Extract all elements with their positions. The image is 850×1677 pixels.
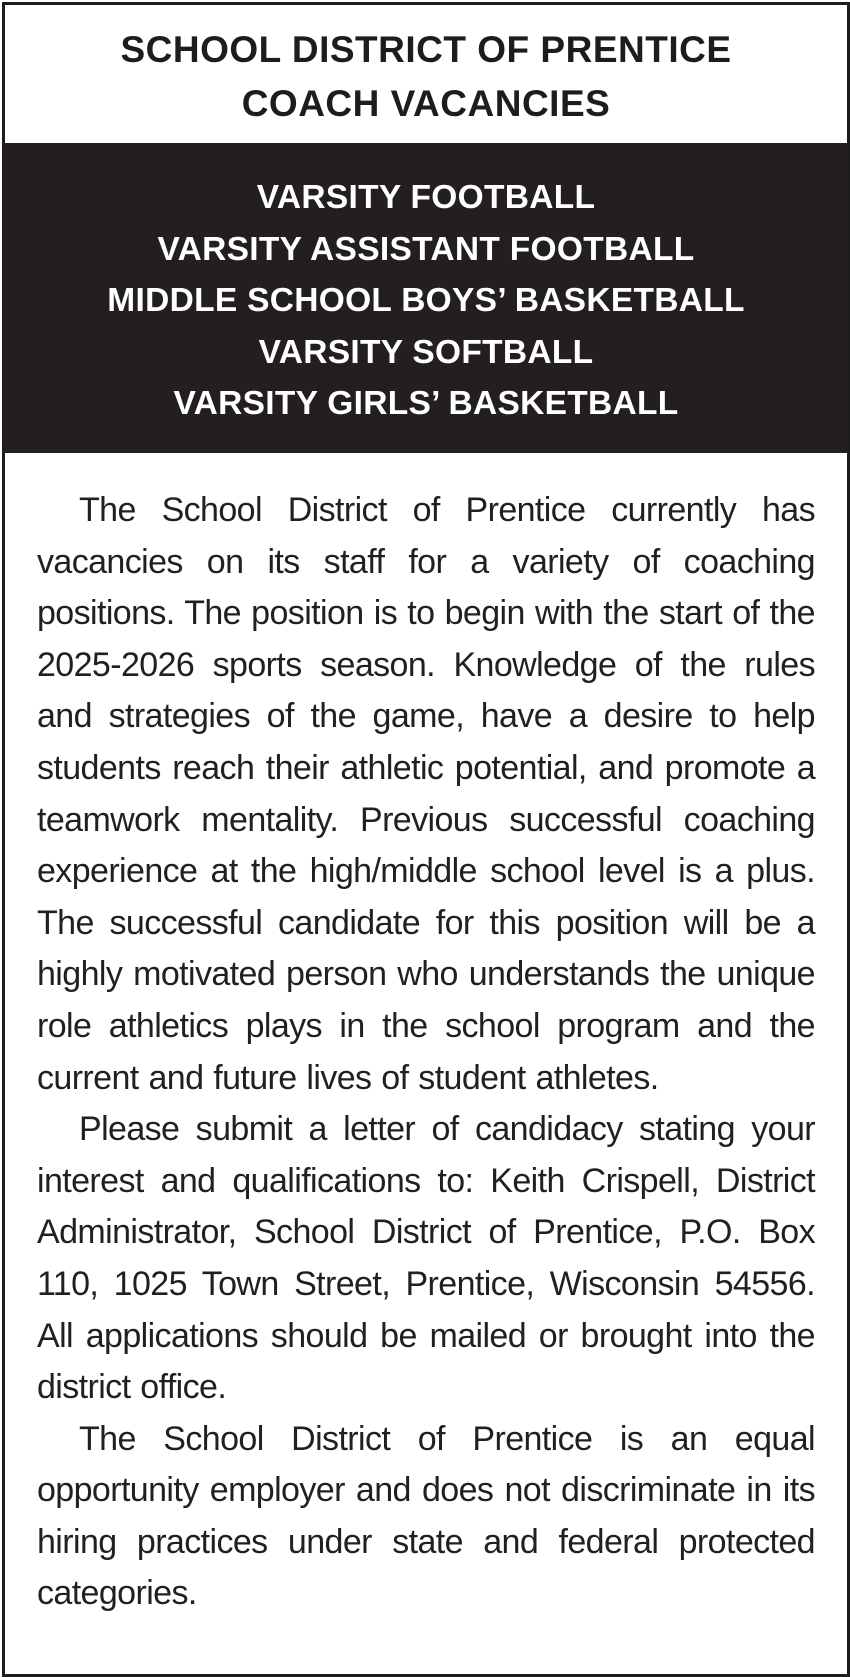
positions-banner <box>5 143 847 453</box>
position-item: MIDDLE SCHOOL BOYS’ BASKETBALL <box>107 282 745 319</box>
vacancies-heading: COACH VACANCIES <box>241 83 611 124</box>
position-item: VARSITY ASSISTANT FOOTBALL <box>157 230 695 268</box>
position-item: VARSITY SOFTBALL <box>258 333 594 371</box>
district-name-heading: SCHOOL DISTRICT OF PRENTICE <box>120 29 732 70</box>
coach-vacancies-ad <box>2 2 850 1677</box>
position-item: VARSITY GIRLS’ BASKETBALL <box>173 385 679 422</box>
application-instructions-paragraph: Please submit a letter of candidacy stating your interest and qualifications to: Keith Crispell, District Administrator, School District of Prentice, P.O. Box 110, 1025 Town Street, Prentice, Wisconsin 54556. All applications should be mailed or brought into the district office. <box>37 1110 815 1407</box>
position-item: VARSITY FOOTBALL <box>256 179 596 216</box>
equal-opportunity-paragraph: The School District of Prentice is an equal opportunity employer and does not discriminate in its hiring practices under state and federal protected categories. <box>37 1419 815 1613</box>
description-paragraph: The School District of Prentice currently has vacancies on its staff for a variety of coaching positions. The position is to begin with the start of the 2025-2026 sports season. Knowledge of the rules and strategies of the game, have a desire to help students reach their athletic potential, and promote a teamwork mentality. Previous successful coaching experience at the high/middle school level is a plus. The successful candidate for this position will be a highly motivated person who understands the unique role athletics plays in the school program and the current and future lives of student athletes. <box>37 491 815 1097</box>
ad-header <box>5 5 847 143</box>
ad-body <box>5 453 847 1620</box>
